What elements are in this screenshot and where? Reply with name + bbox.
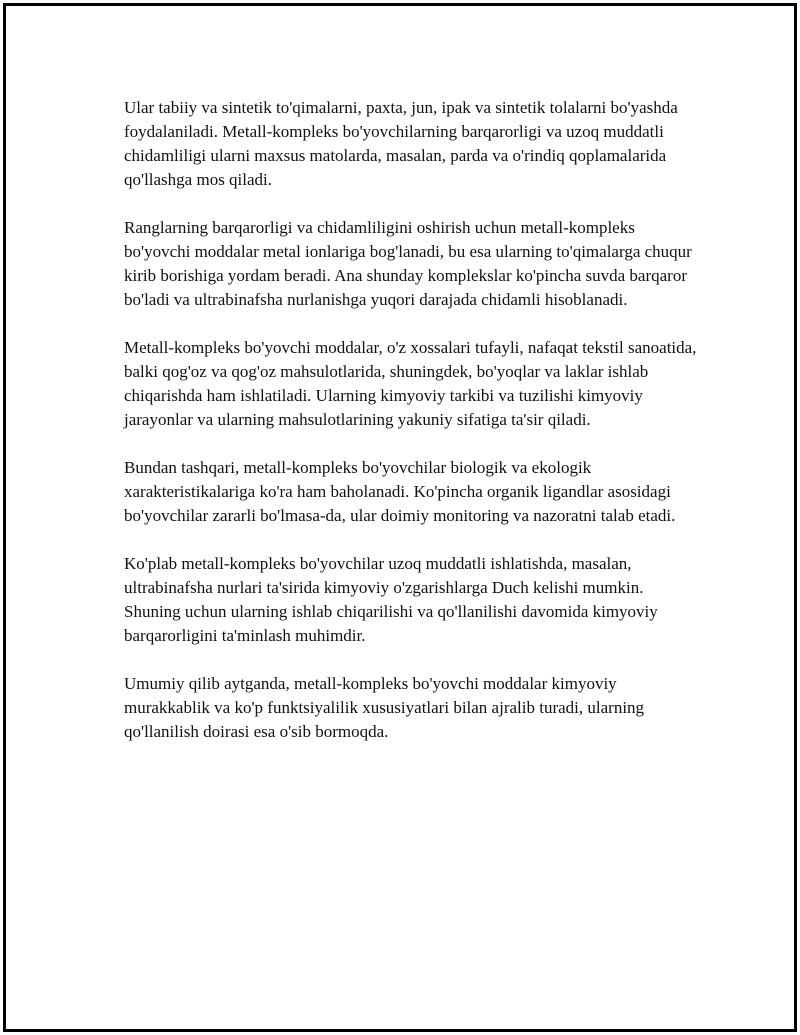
paragraph-1: Ular tabiiy va sintetik to'qimalarni, paxta, jun, ipak va sintetik tolalarni bo'yashda foydalaniladi. Metall-kompleks bo'yovchilarning barqarorligi va uzoq muddatli chidamliligi ularni maxsus matolarda, masalan, parda va o'rindiq qoplamalarida qo'llashga mos qiladi. [124,98,678,189]
page-border [3,3,797,1032]
paragraph-6: Umumiy qilib aytganda, metall-kompleks bo'yovchi moddalar kimyoviy murakkablik va ko'p funktsiyalilik xususiyatlari bilan ajralib turadi, ularning qo'llanilish doirasi esa o'sib bormoqda. [124,674,645,741]
paragraph-5: Ko'plab metall-kompleks bo'yovchilar uzoq muddatli ishlatishda, masalan, ultrabinafsha nurlari ta'sirida kimyoviy o'zgarishlarga Duch kelishi mumkin. Shuning uchun ularning ishlab chiqarilishi va qo'llanilishi davomida kimyoviy barqarorligini ta'minlash muhimdir. [124,554,658,645]
paragraph-4: Bundan tashqari, metall-kompleks bo'yovchilar biologik va ekologik xarakteristikalariga ko'ra ham baholanadi. Ko'pincha organik ligandlar asosidagi bo'yovchilar zararli bo'lmasa-da, ular doimiy monitoring va nazoratni talab etadi. [124,458,676,525]
paragraph-2: Ranglarning barqarorligi va chidamliligini oshirish uchun metall-kompleks bo'yovchi moddalar metal ionlariga bog'lanadi, bu esa ularning to'qimalarga chuqur kirib borishiga yordam beradi. Ana shunday komplekslar ko'pincha suvda barqaror bo'ladi va ultrabinafsha nurlanishga yuqori darajada chidamli hisoblanadi. [124,218,692,309]
paragraph-3: Metall-kompleks bo'yovchi moddalar, o'z xossalari tufayli, nafaqat tekstil sanoatida, balki qog'oz va qog'oz mahsulotlarida, shuningdek, bo'yoqlar va laklar ishlab chiqarishda ham ishlatiladi. Ularning kimyoviy tarkibi va tuzilishi kimyoviy jarayonlar va ularning mahsulotlarining yakuniy sifatiga ta'sir qiladi. [124,338,697,429]
document-body [124,96,704,768]
